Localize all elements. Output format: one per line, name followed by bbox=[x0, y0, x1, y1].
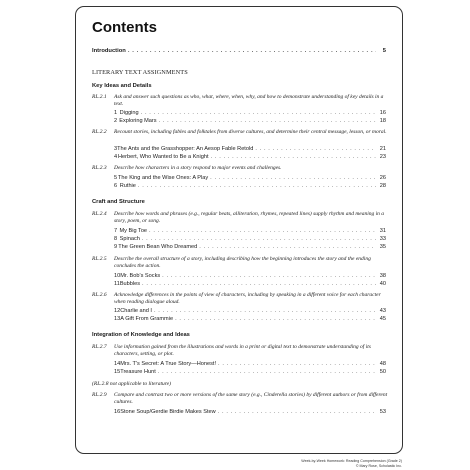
page-number: 38 bbox=[379, 273, 386, 279]
dot-leader bbox=[218, 361, 376, 368]
page-number: 40 bbox=[379, 281, 386, 287]
item-number: 13 bbox=[114, 316, 121, 322]
standard-rl-2-7 bbox=[92, 344, 388, 358]
dot-leader bbox=[141, 110, 376, 117]
item-number: 5 bbox=[114, 175, 118, 181]
section-heading-craft: Craft and Structure bbox=[92, 199, 145, 205]
dot-leader bbox=[211, 154, 376, 161]
page-title: Contents bbox=[92, 19, 157, 36]
dot-leader bbox=[175, 316, 376, 323]
item-title: The Green Bean Who Dreamed bbox=[118, 244, 198, 250]
literary-text-header: LITERARY TEXT ASSIGNMENTS bbox=[92, 69, 188, 76]
standard-rl-2-6 bbox=[92, 292, 388, 306]
item-title: Charlie and I bbox=[120, 308, 152, 314]
page-number: 31 bbox=[379, 228, 386, 234]
dot-leader bbox=[142, 281, 376, 288]
item-number: 10 bbox=[114, 273, 121, 279]
standard-code: RL.2.2 bbox=[92, 129, 107, 135]
item-title: Mr. Bob's Socks bbox=[120, 273, 161, 279]
toc-row-item-15[interactable] bbox=[114, 369, 386, 376]
dot-leader bbox=[158, 369, 376, 376]
page-number: 16 bbox=[379, 110, 386, 116]
item-title: A Gift From Grammie bbox=[120, 316, 174, 322]
toc-row-item-16[interactable] bbox=[114, 409, 386, 416]
standard-rl-2-4 bbox=[92, 211, 388, 225]
page-number: 28 bbox=[379, 183, 386, 189]
item-title: Stone Soup/Gerdie Birdie Makes Stew bbox=[120, 409, 216, 415]
dot-leader bbox=[159, 118, 376, 125]
toc-row-item-7[interactable] bbox=[114, 228, 386, 235]
toc-row-item-3[interactable] bbox=[114, 146, 386, 153]
standard-description: Compare and contrast two or more versions of the same story (e.g., Cinderella stories) by different authors or from different cultures. bbox=[114, 392, 388, 405]
page-number: 53 bbox=[379, 409, 386, 415]
item-number: 14 bbox=[114, 361, 121, 367]
item-number: 7 bbox=[114, 228, 118, 234]
standard-description: Describe how characters in a story respond to major events and challenges. bbox=[114, 165, 282, 171]
dot-leader bbox=[142, 236, 376, 243]
toc-label: Introduction bbox=[92, 48, 126, 54]
toc-row-item-10[interactable] bbox=[114, 273, 386, 280]
toc-row-item-5[interactable] bbox=[114, 175, 386, 182]
item-number: 3 bbox=[114, 146, 118, 152]
page-number: 21 bbox=[379, 146, 386, 152]
footer-copyright-line: © Mary Rose, Scholastic Inc. bbox=[355, 463, 402, 468]
standard-code: RL.2.9 bbox=[92, 392, 107, 398]
dot-leader bbox=[138, 183, 376, 190]
toc-row-item-9[interactable] bbox=[114, 244, 386, 251]
item-number: 8 bbox=[114, 236, 118, 242]
dot-leader bbox=[199, 244, 376, 251]
item-number: 16 bbox=[114, 409, 121, 415]
standard-code: RL.2.6 bbox=[92, 292, 107, 298]
toc-row-item-4[interactable] bbox=[114, 154, 386, 161]
item-title: Spinach bbox=[119, 236, 140, 242]
toc-row-item-6[interactable] bbox=[114, 183, 386, 190]
dot-leader bbox=[218, 409, 376, 416]
item-title: Ruthie bbox=[119, 183, 136, 189]
item-title: Herbert, Who Wanted to Be a Knight bbox=[117, 154, 209, 160]
dot-leader bbox=[162, 273, 376, 280]
item-number: 6 bbox=[114, 183, 118, 189]
item-title: Exploring Mars bbox=[119, 118, 157, 124]
standard-rl-2-3 bbox=[92, 165, 388, 172]
standard-rl-2-1 bbox=[92, 94, 388, 108]
page-number: 18 bbox=[379, 118, 386, 124]
footer-source-line: Week-by-Week Homework: Reading Comprehension (Grade 2) bbox=[301, 459, 402, 463]
dot-leader bbox=[255, 146, 376, 153]
item-title: Bubbles bbox=[119, 281, 141, 287]
standard-description: Use information gained from the illustrations and words in a print or digital text to demonstrate understanding of its characters, setting, or plot. bbox=[114, 344, 371, 357]
item-title: Treasure Hunt bbox=[120, 369, 156, 375]
page-number: 5 bbox=[382, 48, 386, 54]
item-number: 11 bbox=[114, 281, 120, 287]
standard-description: Acknowledge differences in the points of view of characters, including by speaking in a different voice for each character when reading dialogue aloud. bbox=[114, 292, 381, 305]
toc-row-item-11[interactable] bbox=[114, 281, 386, 288]
page-number: 45 bbox=[379, 316, 386, 322]
not-applicable-note: (RL.2.8 not applicable to literature) bbox=[92, 381, 171, 387]
dot-leader bbox=[149, 228, 376, 235]
standard-description: Recount stories, including fables and folktales from diverse cultures, and determine their central message, lesson, or moral. bbox=[114, 129, 387, 135]
copyright-footer bbox=[301, 459, 402, 468]
page-number: 43 bbox=[379, 308, 386, 314]
item-number: 2 bbox=[114, 118, 118, 124]
standard-code: RL.2.3 bbox=[92, 165, 107, 171]
item-number: 15 bbox=[114, 369, 121, 375]
standard-description: Describe the overall structure of a story, including describing how the beginning introduces the story and the ending concludes the action. bbox=[114, 256, 371, 269]
page-number: 33 bbox=[379, 236, 386, 242]
section-heading-key-ideas: Key Ideas and Details bbox=[92, 83, 152, 89]
page-number: 35 bbox=[379, 244, 386, 250]
dot-leader bbox=[154, 308, 376, 315]
item-title: My Big Toe bbox=[119, 228, 148, 234]
toc-row-item-13[interactable] bbox=[114, 316, 386, 323]
toc-row-item-2[interactable] bbox=[114, 118, 386, 125]
standard-code: RL.2.1 bbox=[92, 94, 107, 100]
toc-row-item-14[interactable] bbox=[114, 361, 386, 368]
item-title: The Ants and the Grasshopper: An Aesop Fable Retold bbox=[117, 146, 254, 152]
item-number: 1 bbox=[114, 110, 118, 116]
standard-code: RL.2.7 bbox=[92, 344, 107, 350]
page-number: 26 bbox=[379, 175, 386, 181]
dot-leader bbox=[210, 175, 376, 182]
item-number: 12 bbox=[114, 308, 121, 314]
toc-row-item-1[interactable] bbox=[114, 110, 386, 117]
standard-code: RL.2.4 bbox=[92, 211, 107, 217]
standard-description: Ask and answer such questions as who, what, where, when, why, and how to demonstrate understanding of key details in a text. bbox=[114, 94, 384, 107]
item-number: 4 bbox=[114, 154, 118, 160]
standard-rl-2-2 bbox=[92, 129, 388, 136]
standard-rl-2-9 bbox=[92, 392, 388, 406]
dot-leader bbox=[128, 48, 376, 55]
toc-row-item-12[interactable] bbox=[114, 308, 386, 315]
toc-row-introduction[interactable] bbox=[92, 48, 386, 55]
toc-row-item-8[interactable] bbox=[114, 236, 386, 243]
page-number: 48 bbox=[379, 361, 386, 367]
section-heading-integration: Integration of Knowledge and Ideas bbox=[92, 332, 190, 338]
page-number: 50 bbox=[379, 369, 386, 375]
item-number: 9 bbox=[114, 244, 118, 250]
item-title: The King and the Wise Ones: A Play bbox=[118, 175, 209, 181]
page-number: 23 bbox=[379, 154, 386, 160]
standard-rl-2-5 bbox=[92, 256, 388, 270]
standard-description: Describe how words and phrases (e.g., regular beats, alliteration, rhymes, repeated lines) supply rhythm and meaning in a story, poem, or song. bbox=[114, 211, 385, 224]
standard-code: RL.2.5 bbox=[92, 256, 107, 262]
item-title: Mrs. T's Secret: A True Story—Honest! bbox=[120, 361, 217, 367]
item-title: Digging bbox=[119, 110, 139, 116]
